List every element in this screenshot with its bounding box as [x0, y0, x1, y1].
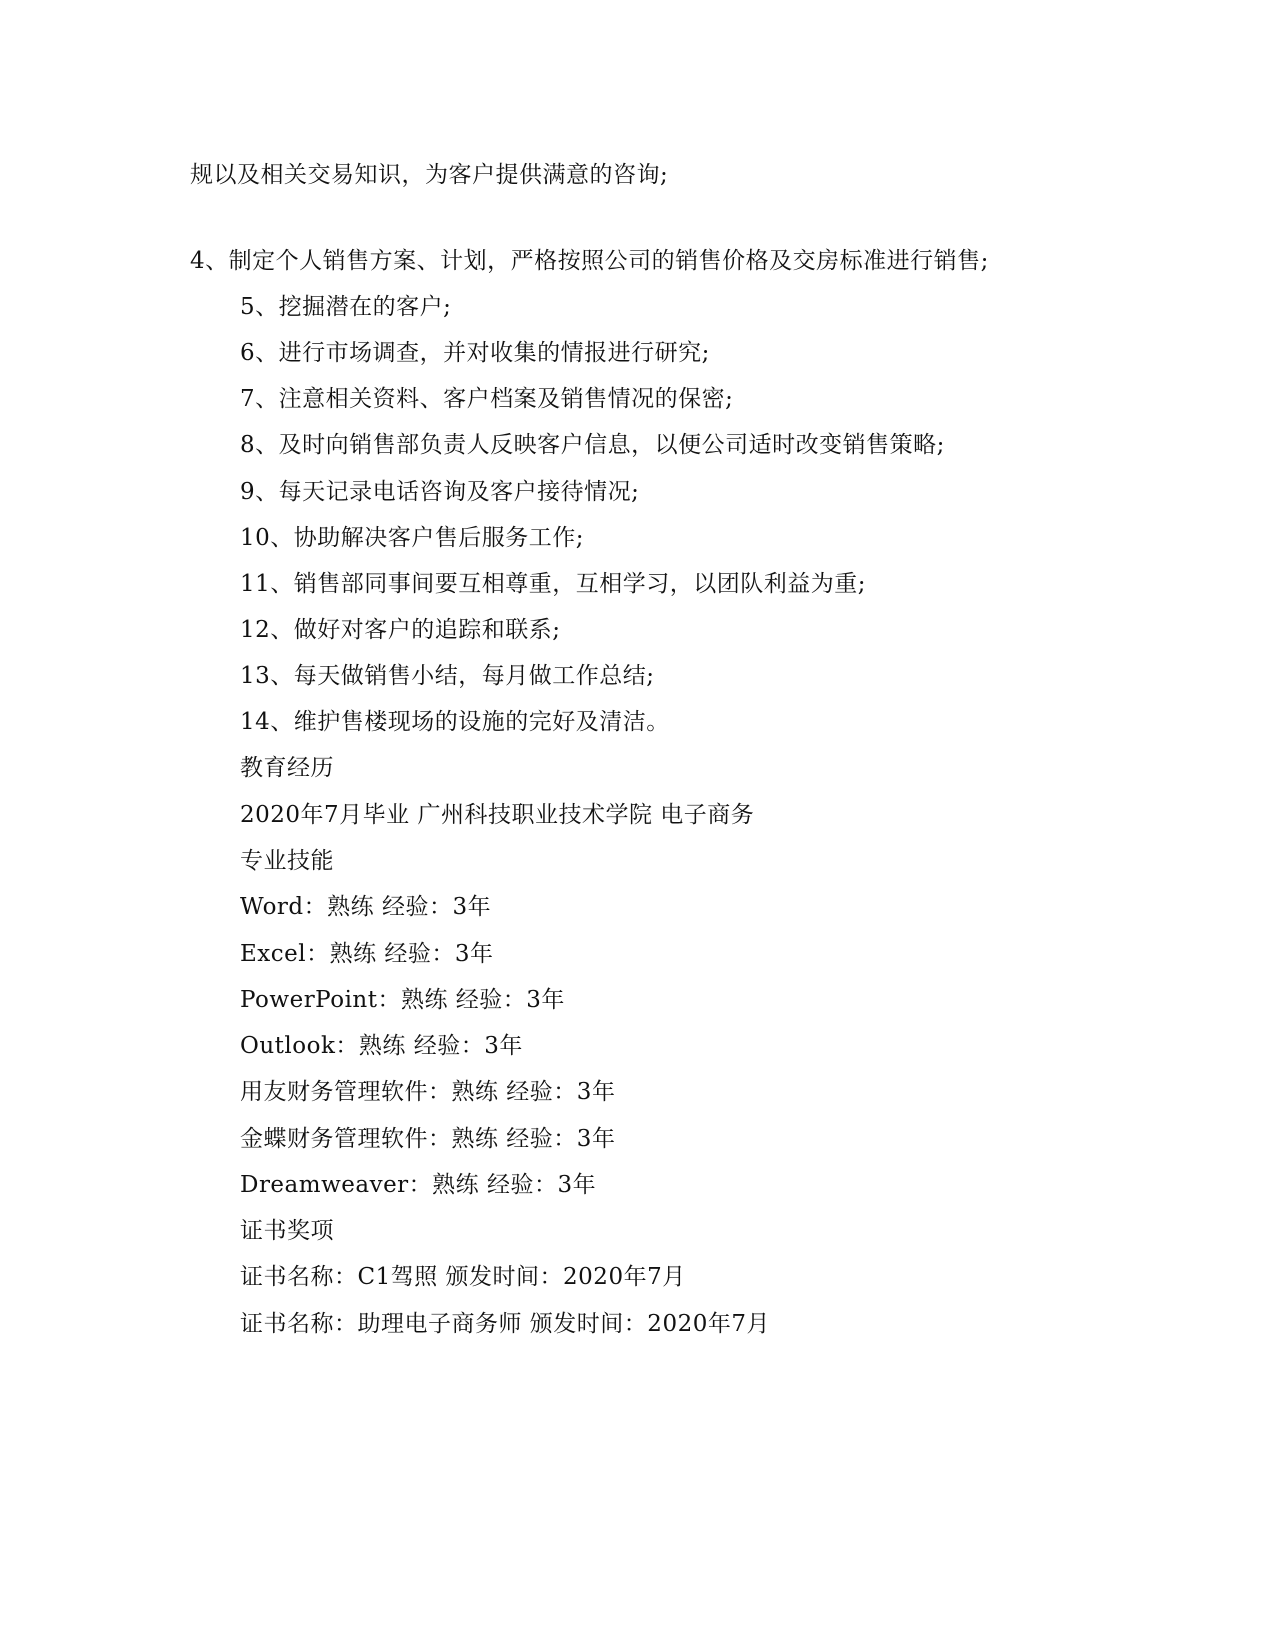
- certificate-ecommerce: 证书名称：助理电子商务师 颁发时间：2020年7月: [240, 1311, 770, 1337]
- skill-kingdee: 金蝶财务管理软件：熟练 经验：3年: [240, 1126, 616, 1152]
- skill-word: Word：熟练 经验：3年: [240, 894, 492, 920]
- duty-14: 14、维护售楼现场的设施的完好及清洁。: [240, 709, 670, 735]
- section-heading-certificates: 证书奖项: [240, 1218, 334, 1244]
- duty-10: 10、协助解决客户售后服务工作;: [240, 525, 585, 551]
- skill-outlook: Outlook：熟练 经验：3年: [240, 1033, 523, 1059]
- section-heading-education: 教育经历: [240, 755, 334, 781]
- section-heading-skills: 专业技能: [240, 848, 334, 874]
- skill-dreamweaver: Dreamweaver：熟练 经验：3年: [240, 1172, 597, 1198]
- certificate-c1: 证书名称：C1驾照 颁发时间：2020年7月: [240, 1264, 686, 1290]
- duty-3-continued: 规以及相关交易知识，为客户提供满意的咨询;: [190, 162, 669, 188]
- duty-8: 8、及时向销售部负责人反映客户信息，以便公司适时改变销售策略;: [240, 432, 945, 458]
- skill-excel: Excel：熟练 经验：3年: [240, 941, 494, 967]
- duty-12: 12、做好对客户的追踪和联系;: [240, 617, 561, 643]
- duty-11: 11、销售部同事间要互相尊重，互相学习，以团队利益为重;: [240, 571, 867, 597]
- skill-yonyou: 用友财务管理软件：熟练 经验：3年: [240, 1079, 616, 1105]
- duty-9: 9、每天记录电话咨询及客户接待情况;: [240, 479, 640, 505]
- duty-4: 4、制定个人销售方案、计划，严格按照公司的销售价格及交房标准进行销售;: [190, 248, 989, 274]
- skill-powerpoint: PowerPoint：熟练 经验：3年: [240, 987, 565, 1013]
- duty-7: 7、注意相关资料、客户档案及销售情况的保密;: [240, 386, 734, 412]
- education-entry: 2020年7月毕业 广州科技职业技术学院 电子商务: [240, 802, 755, 828]
- duty-6: 6、进行市场调查，并对收集的情报进行研究;: [240, 340, 710, 366]
- duty-13: 13、每天做销售小结，每月做工作总结;: [240, 663, 655, 689]
- duty-5: 5、挖掘潜在的客户;: [240, 294, 452, 320]
